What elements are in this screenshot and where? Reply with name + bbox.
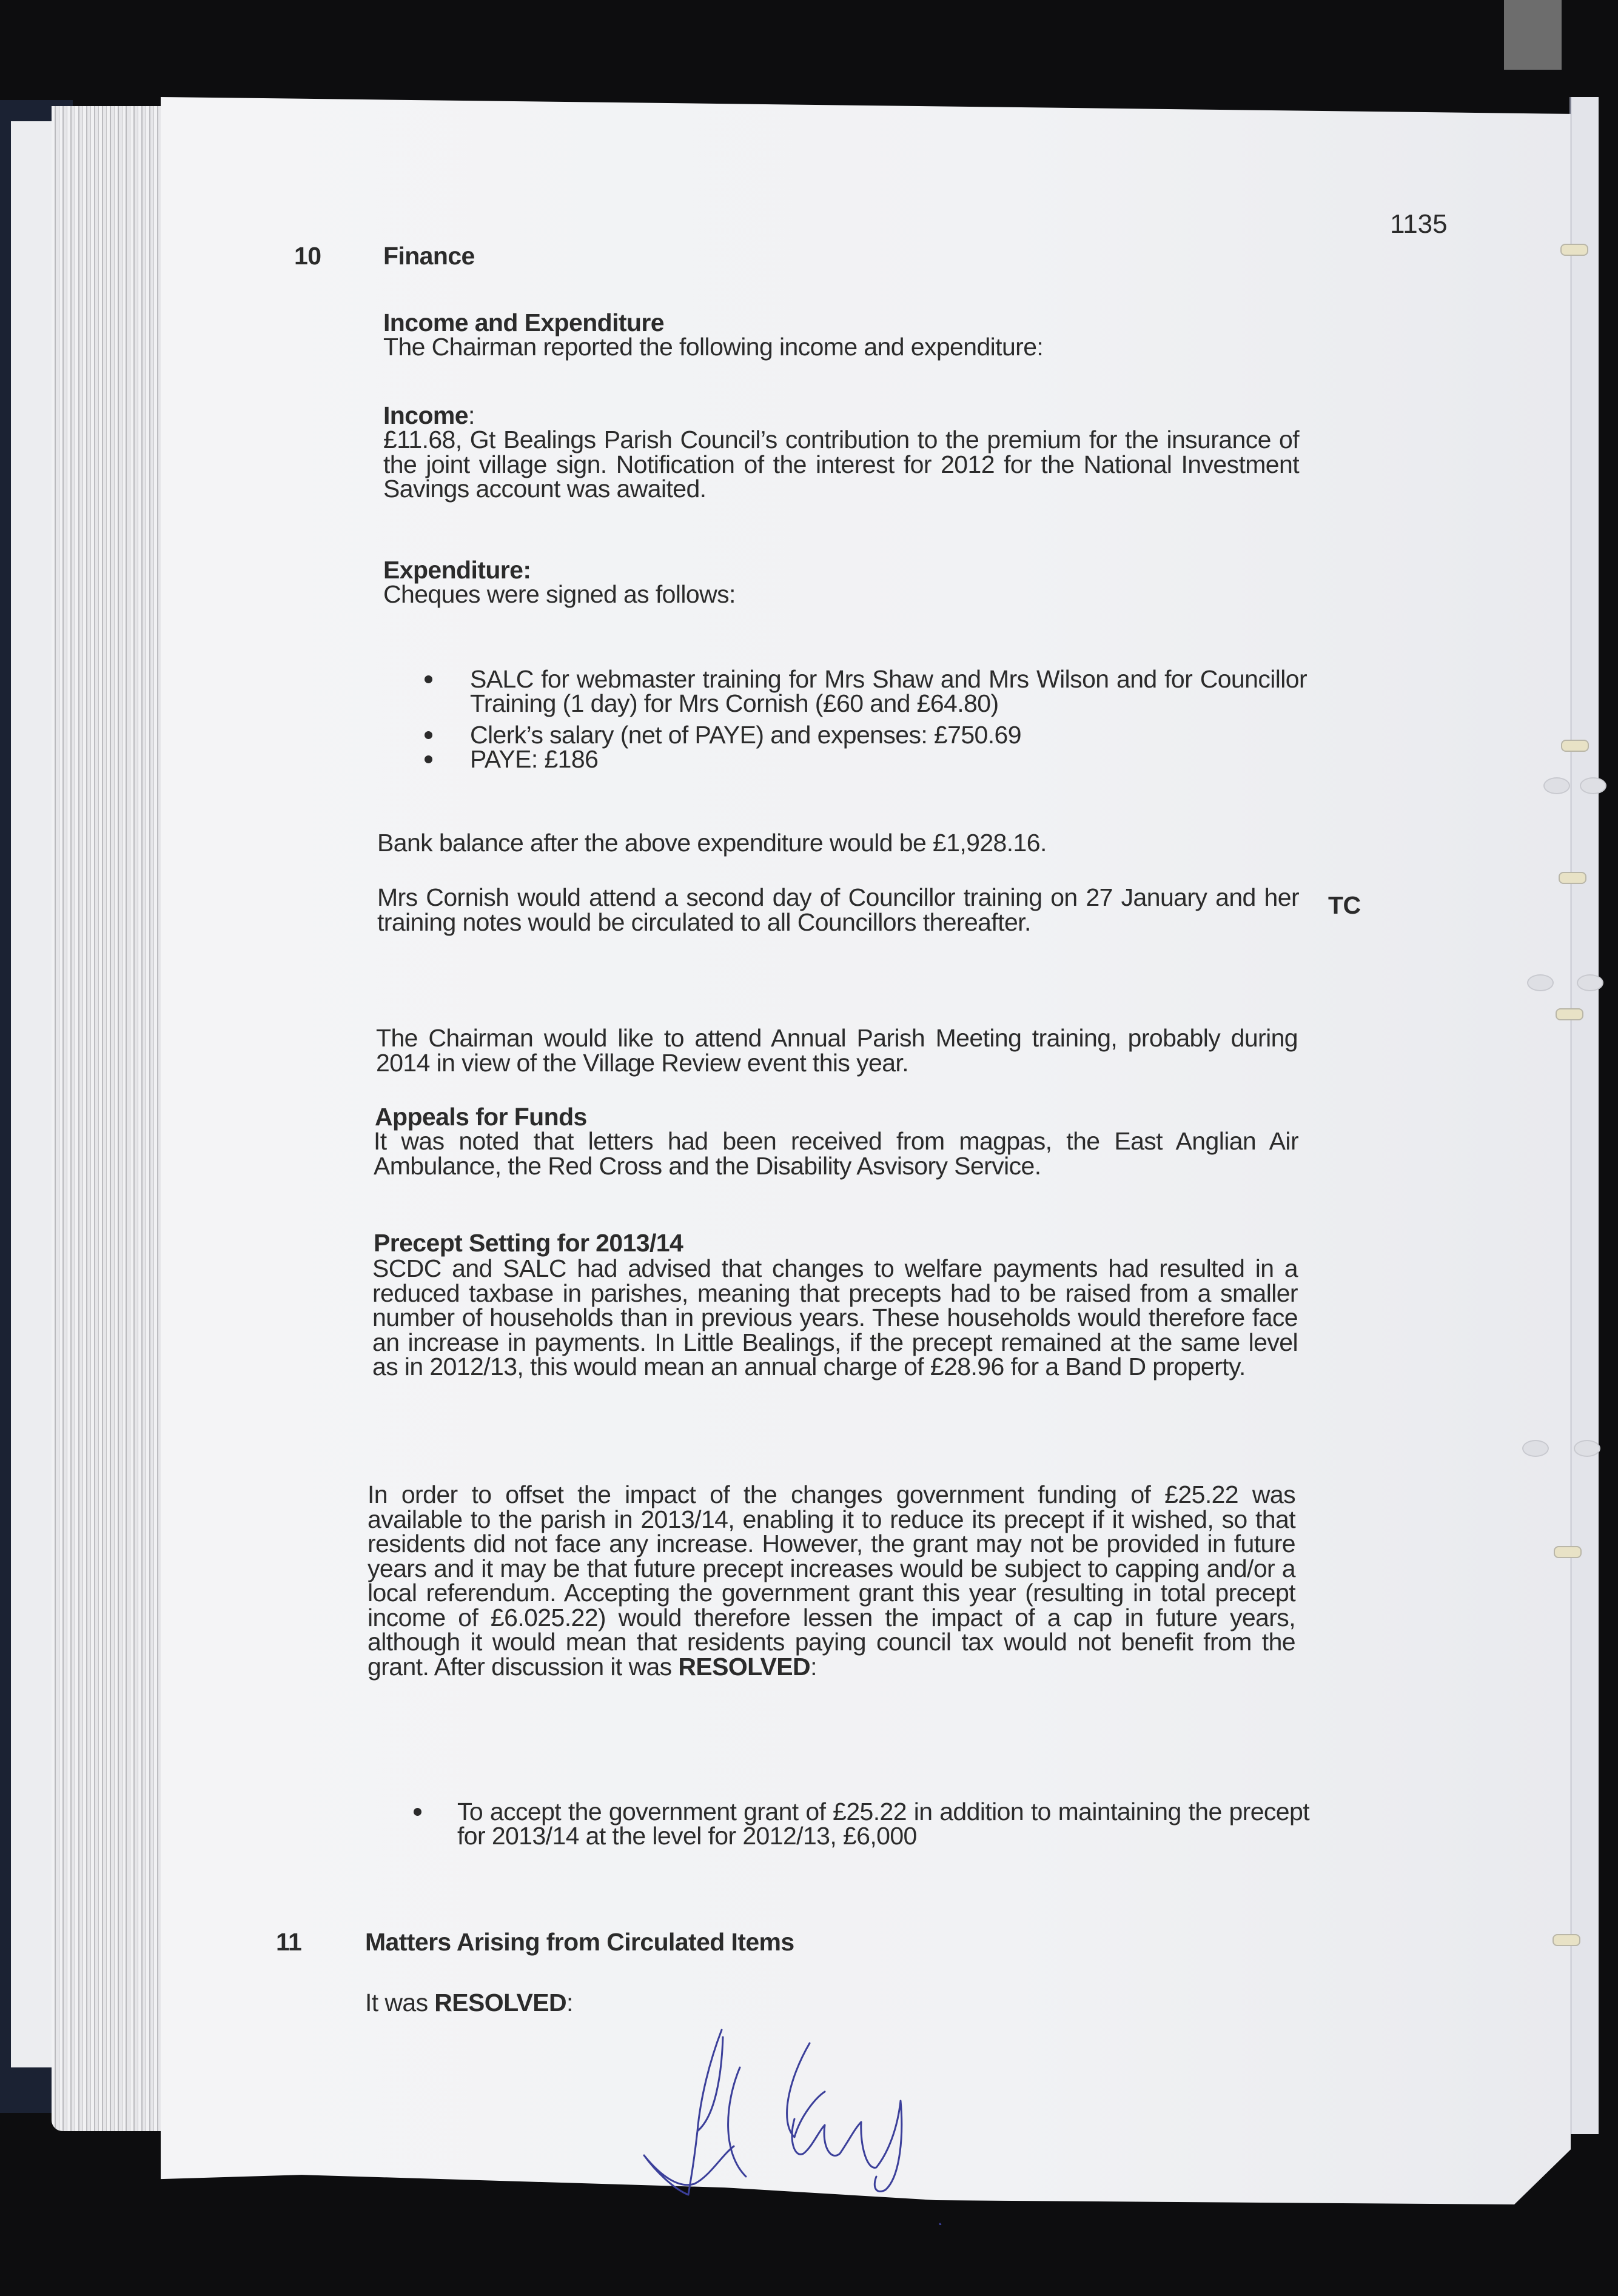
binding-thread-icon (1561, 740, 1589, 752)
appeals-heading: Appeals for Funds (375, 1103, 587, 1131)
binding-thread-icon (1554, 1546, 1582, 1558)
next-page-edge (1569, 97, 1599, 2134)
binding-thread-icon (1559, 872, 1586, 884)
signature-stroke (940, 2224, 943, 2225)
bullet-icon (425, 755, 432, 763)
precept-text-2 (368, 1482, 1295, 1679)
cheque-item-text: PAYE: £186 (470, 745, 599, 773)
resolved-colon: : (566, 1989, 573, 2017)
intro-text: The Chairman reported the following income and expenditure: (383, 333, 1044, 361)
punch-hole-icon (1574, 1440, 1600, 1457)
income-heading (383, 403, 475, 427)
cover-strip (1504, 0, 1562, 70)
precept-text-2-body: In order to offset the impact of the changes government funding of £25.22 was available to the parish in 2013/14, enabling it to reduce its precept if it wished, so that residents did not face any increase. However, the grant may not be provided in future years and it may be that future precept increases would be subject to capping and/or a local referendum. Accepting the government grant this year (resulting in total precept income of £6.025.22) would therefore lessen the impact of a cap in future years, although it would mean that residents paying council tax would not benefit from the grant. After discussion it was (368, 1481, 1295, 1681)
expenditure-heading: Expenditure: (383, 556, 531, 584)
resolved-keyword: RESOLVED (434, 1989, 566, 2017)
subheading-income-expenditure: Income and Expenditure (383, 309, 664, 336)
punch-hole-icon (1543, 777, 1570, 794)
resolved-keyword: RESOLVED (678, 1652, 811, 1681)
cheques-intro: Cheques were signed as follows: (383, 580, 736, 608)
chairman-training: The Chairman would like to attend Annual Parish Meeting training, probably during 2014 in view of the Village Review event this year. (376, 1024, 1298, 1077)
resolved-line (365, 1990, 573, 2015)
punch-hole-icon (1527, 974, 1554, 991)
punch-hole-icon (1577, 974, 1603, 991)
signature-stroke (787, 2043, 902, 2192)
resolved-prefix: It was (365, 1989, 435, 2017)
cheque-item-text: SALC for webmaster training for Mrs Shaw and Mrs Wilson and for Councillor Training (1 day) for Mrs Cornish (£60 and £64.80) (470, 665, 1307, 717)
flyleaf (11, 121, 53, 2067)
binding-thread-icon (1560, 244, 1588, 256)
resolution-text: To accept the government grant of £25.22 in addition to maintaining the precept for 2013/14 at the level for 2012/13, £6,000 (457, 1798, 1309, 1850)
precept-heading: Precept Setting for 2013/14 (374, 1229, 683, 1257)
bullet-icon (414, 1808, 421, 1816)
binding-thread-icon (1556, 1008, 1583, 1020)
section-title: Matters Arising from Circulated Items (365, 1928, 794, 1956)
punch-hole-icon (1580, 777, 1606, 794)
precept-text-1: SCDC and SALC had advised that changes to welfare payments had resulted in a reduced taxbase in parishes, meaning that precepts had to be raised from a smaller number of households than in previous years. These households would therefore face an increase in payments. In Little Bealings, if the precept remained at the same level as in 2012/13, this would mean an annual charge of £28.96 for a Band D property. (372, 1254, 1298, 1381)
page-stack-edges (52, 106, 164, 2131)
section-number: 11 (276, 1928, 302, 1956)
signature-stroke (728, 2067, 746, 2177)
action-initials: TC (1328, 891, 1361, 919)
punch-hole-icon (1522, 1440, 1549, 1457)
signature-stroke (644, 2030, 734, 2195)
section-title: Finance (383, 242, 475, 270)
income-text: £11.68, Gt Bealings Parish Council’s contribution to the premium for the insurance of the joint village sign. Notification of the interest for 2012 for the National Investment Savings account was awaited. (383, 426, 1299, 503)
resolved-colon: : (810, 1652, 817, 1681)
handwritten-signature (570, 1995, 1237, 2225)
bank-balance: Bank balance after the above expenditure would be £1,928.16. (377, 829, 1047, 857)
binding-thread-icon (1553, 1934, 1580, 1946)
cornish-training: Mrs Cornish would attend a second day of Councillor training on 27 January and her training notes would be circulated to all Councillors thereafter. (377, 883, 1299, 936)
section-number: 10 (294, 242, 321, 270)
bullet-icon (425, 675, 432, 683)
income-label: Income (383, 401, 468, 429)
cheque-item-text: Clerk’s salary (net of PAYE) and expenses: £750.69 (470, 721, 1021, 749)
income-colon: : (468, 401, 475, 429)
appeals-text: It was noted that letters had been received from magpas, the East Anglian Air Ambulance, the Red Cross and the Disability Asvisory Service. (374, 1127, 1298, 1180)
bullet-icon (425, 731, 432, 739)
page-number: 1135 (1390, 209, 1448, 239)
